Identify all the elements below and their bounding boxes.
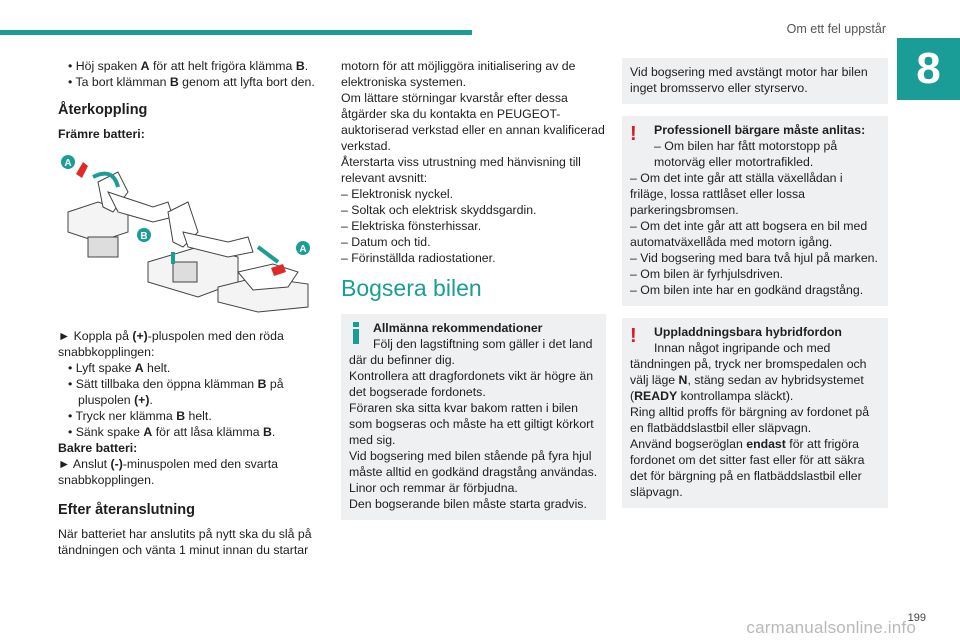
watermark: carmanualsonline.info: [746, 618, 916, 637]
step-connect-positive: ► Koppla på (+)-pluspolen med den röda snabbkopplingen:: [58, 329, 284, 359]
svg-text:A: A: [64, 158, 72, 169]
warning-line: – Om det inte går att ställa växellådan i friläge, lossa rattlåset eller lossa parkeringsbromsen.: [630, 171, 843, 217]
list-item: • Lyft spake A helt.: [58, 360, 318, 376]
battery-clamp-illustration: [58, 152, 320, 314]
list-item: – Elektriska fönsterhissar.: [341, 219, 482, 233]
column-1: [58, 58, 318, 558]
warning-icon: !: [630, 123, 637, 145]
note-box-servo: [622, 58, 888, 104]
warning-icon: !: [630, 325, 637, 347]
list-item: – Förinställda radiostationer.: [341, 251, 496, 265]
info-box-title: Allmänna rekommendationer: [373, 321, 543, 335]
paragraph: Återstarta viss utrustning med hänvisning till relevant avsnitt:: [341, 155, 581, 185]
after-reconnect-text: När batteriet har anslutits på nytt ska du slå på tändningen och vänta 1 minut innan du startar: [58, 527, 312, 557]
front-battery-label: Främre batteri:: [58, 127, 145, 141]
warning-box-professional: [622, 116, 888, 306]
label-b-marker: [137, 228, 151, 242]
column-2: [341, 58, 606, 532]
warning-line: – Om bilen har fått motorstopp på motorväg eller motortrafikled.: [654, 139, 838, 169]
warning-line: – Om det inte går att att bogsera en bil med automatväxellåda med motorn igång.: [630, 219, 868, 249]
info-icon: [349, 322, 363, 344]
info-line: Kontrollera att dragfordonets vikt är högre än det bogserade fordonets.: [349, 369, 594, 399]
info-line: Följ den lagstiftning som gäller i det land där du befinner dig.: [349, 337, 593, 367]
rear-battery-label: Bakre batteri:: [58, 441, 138, 455]
info-line: Vid bogsering med bilen stående på fyra hjul måste alltid en godkänd dragstång användas.: [349, 449, 598, 479]
paragraph: Om lättare störningar kvarstår efter dessa åtgärder ska du kontakta en PEUGEOT-auktoriserad verkstad eller en annan kvalificerad verkstad.: [341, 91, 605, 153]
list-item: • Höj spaken A för att helt frigöra klämma B.: [58, 58, 318, 74]
info-box-general: [341, 314, 606, 520]
list-item: • Sätt tillbaka den öppna klämman B på pluspolen (+).: [58, 376, 318, 408]
warning-box-hybrid: [622, 318, 888, 508]
info-line: Föraren ska sitta kvar bakom ratten i bilen som bogseras och måste ha ett giltigt körkort med sig.: [349, 401, 594, 447]
hybrid-line: Ring alltid proffs för bärgning av fordonet på en flatbäddslastbil eller släpvagn.: [630, 405, 870, 435]
warning-box-title: Uppladdningsbara hybridfordon: [654, 325, 842, 339]
heading-tow: Bogsera bilen: [341, 275, 482, 301]
warning-line: – Om bilen är fyrhjulsdriven.: [630, 267, 784, 281]
svg-text:B: B: [140, 231, 148, 242]
list-item: – Elektronisk nyckel.: [341, 187, 454, 201]
list-item: – Soltak och elektrisk skyddsgardin.: [341, 203, 537, 217]
list-item: – Datum och tid.: [341, 235, 431, 249]
label-a-marker: [61, 155, 75, 169]
list-item: • Tryck ner klämma B helt.: [58, 408, 318, 424]
warning-line: – Om bilen inte har en godkänd dragstång.: [630, 283, 864, 297]
heading-reconnect: Återkoppling: [58, 102, 148, 118]
step-connect-negative: ► Anslut (-)-minuspolen med den svarta snabbkopplingen.: [58, 457, 278, 487]
note-text: Vid bogsering med avstängt motor har bilen inget bromsservo eller styrservo.: [630, 65, 868, 95]
paragraph: motorn för att möjliggöra initialisering av de elektroniska systemen.: [341, 59, 576, 89]
heading-after-reconnect: Efter återanslutning: [58, 502, 195, 518]
page-number: 199: [907, 612, 926, 624]
svg-text:A: A: [299, 244, 307, 255]
chapter-number: 8: [897, 38, 960, 100]
hybrid-line: Använd bogseröglan endast för att frigöra fordonet om det sitter fast eller för att säkra det för bärgning på en flatbäddslastbil eller släpvagn.: [630, 437, 865, 499]
column-3: [622, 58, 888, 520]
list-item: • Ta bort klämman B genom att lyfta bort den.: [58, 74, 318, 90]
list-item: • Sänk spake A för att låsa klämma B.: [58, 424, 318, 440]
header-accent-bar: [0, 30, 472, 35]
info-line: Den bogserande bilen måste starta gradvis.: [349, 497, 587, 511]
section-title: Om ett fel uppstår: [786, 22, 886, 36]
warning-box-title: Professionell bärgare måste anlitas:: [654, 123, 866, 137]
label-a-marker: [296, 241, 310, 255]
warning-line: – Vid bogsering med bara två hjul på marken.: [630, 251, 878, 265]
info-line: Linor och remmar är förbjudna.: [349, 481, 518, 495]
hybrid-line: Innan något ingripande och med tändningen på, tryck ner bromspedalen och välj läge N, stäng sedan av hybridsystemet (READY kontrollampa släckt).: [630, 341, 867, 403]
